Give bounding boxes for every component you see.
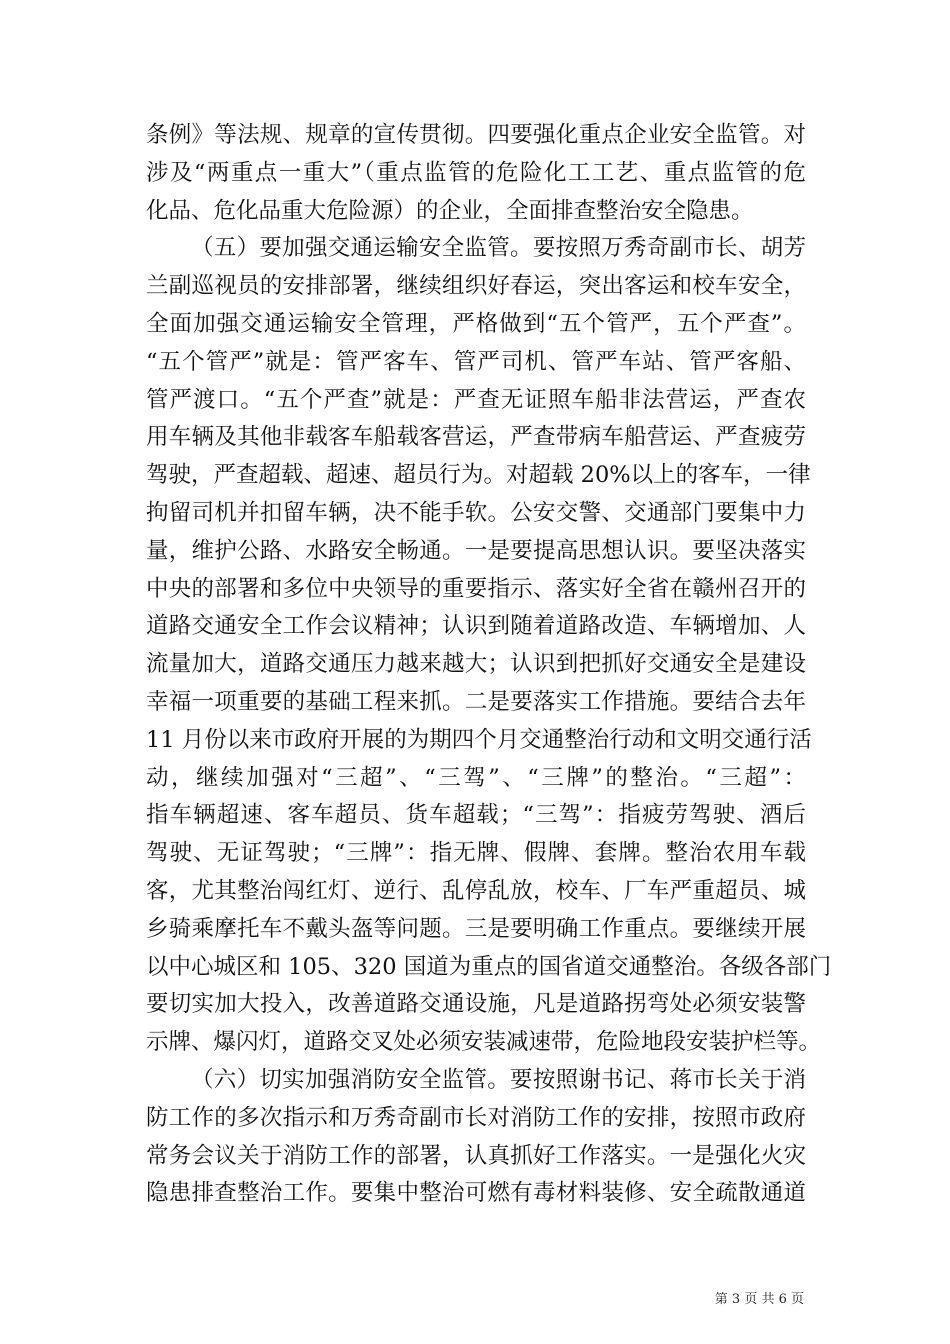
text-line: 动，继续加强对“三超”、“三驾”、“三牌”的整治。“三超”： [146, 764, 806, 791]
text-line: 量，维护公路、水路安全畅通。一是要提高思想认识。要坚决落实 [146, 537, 806, 564]
text-line: 流量加大，道路交通压力越来越大；认识到把抓好交通安全是建设 [146, 651, 806, 678]
text-line: 防工作的多次指示和万秀奇副市长对消防工作的安排，按照市政府 [146, 1104, 806, 1131]
document-body [146, 117, 832, 1213]
text-line: 常务会议关于消防工作的部署，认真抓好工作落实。一是强化火灾 [146, 1142, 806, 1169]
text-line: 管严渡口。“五个严查”就是：严查无证照车船非法营运，严查农 [146, 386, 806, 413]
text-line: 乡骑乘摩托车不戴头盔等问题。三是要明确工作重点。要继续开展 [146, 915, 806, 942]
text-line: 全面加强交通运输安全管理，严格做到“五个管严，五个严查”。 [146, 310, 806, 337]
text-line: 隐患排查整治工作。要集中整治可燃有毒材料装修、安全疏散通道 [146, 1180, 806, 1207]
text-line: 驾驶、无证驾驶；“三牌”：指无牌、假牌、套牌。整治农用车载 [146, 840, 806, 867]
text-line: 驾驶，严查超载、超速、超员行为。对超载 20%以上的客车，一律 [146, 462, 811, 489]
text-line: 兰副巡视员的安排部署，继续组织好春运，突出客运和校车安全， [146, 273, 806, 300]
text-line: 中央的部署和多位中央领导的重要指示、落实好全省在赣州召开的 [146, 575, 806, 602]
text-line: 化品、危化品重大危险源）的企业，全面排查整治安全隐患。 [146, 197, 754, 224]
text-line: 要切实加大投入，改善道路交通设施，凡是道路拐弯处必须安装警 [146, 991, 806, 1018]
text-line: 以中心城区和 105、320 国道为重点的国省道交通整治。各级各部门 [146, 953, 832, 980]
paragraph-start-line: （六）切实加强消防安全监管。要按照谢书记、蒋市长关于消 [191, 1066, 806, 1093]
text-line: 条例》等法规、规章的宣传贯彻。四要强化重点企业安全监管。对 [146, 122, 806, 148]
text-line: 涉及“两重点一重大”（重点监管的危险化工工艺、重点监管的危 [146, 159, 806, 186]
text-line: “五个管严”就是：管严客车、管严司机、管严车站、管严客船、 [146, 348, 806, 375]
page-number: 第 3 页 共 6 页 [714, 1292, 804, 1307]
text-line: 示牌、爆闪灯，道路交叉处必须安装减速带，危险地段安装护栏等。 [146, 1029, 822, 1056]
text-line: 11 月份以来市政府开展的为期四个月交通整治行动和文明交通行活 [146, 726, 812, 753]
text-line: 用车辆及其他非载客车船载客营运，严查带病车船营运、严查疲劳 [146, 424, 806, 451]
text-line: 客，尤其整治闯红灯、逆行、乱停乱放，校车、厂车严重超员、城 [146, 877, 806, 904]
text-line: 拘留司机并扣留车辆，决不能手软。公安交警、交通部门要集中力 [146, 499, 806, 526]
text-line: 指车辆超速、客车超员、货车超载；“三驾”：指疲劳驾驶、酒后 [146, 802, 806, 829]
paragraph-start-line: （五）要加强交通运输安全监管。要按照万秀奇副市长、胡芳 [191, 235, 806, 262]
text-line: 幸福一项重要的基础工程来抓。二是要落实工作措施。要结合去年 [146, 688, 806, 715]
text-line: 道路交通安全工作会议精神；认识到随着道路改造、车辆增加、人 [146, 613, 806, 640]
